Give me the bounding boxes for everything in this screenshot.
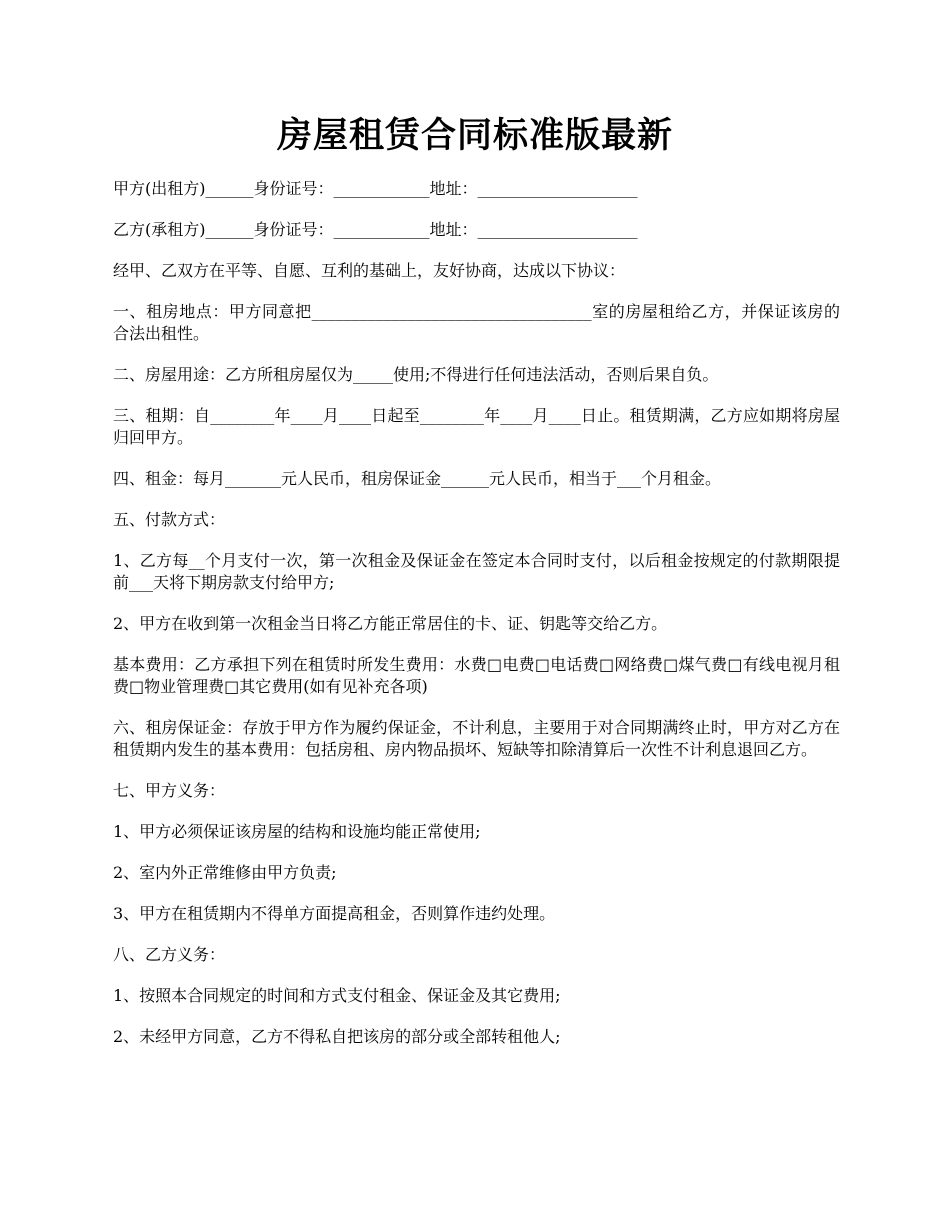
paragraph-payment-item-2: 2、甲方在收到第一次租金当日将乙方能正常居住的卡、证、钥匙等交给乙方。 <box>113 614 668 633</box>
paragraph-party-a-duty-1: 1、甲方必须保证该房屋的结构和设施均能正常使用; <box>113 822 481 841</box>
document-title: 房屋租赁合同标准版最新 <box>276 115 673 156</box>
paragraph-party-b-duty-2: 2、未经甲方同意，乙方不得私自把该房的部分或全部转租他人; <box>113 1027 561 1046</box>
paragraph-clause-8-party-b-duties: 八、乙方义务： <box>113 945 226 964</box>
paragraph-party-a-duty-3: 3、甲方在租赁期内不得单方面提高租金，否则算作违约处理。 <box>113 904 556 923</box>
paragraph-clause-4-rent: 四、租金：每月_______元人民币，租房保证金______元人民币，相当于___个月租金。 <box>113 469 722 488</box>
paragraph-clause-5-payment: 五、付款方式： <box>113 510 226 529</box>
paragraph-clause-3-term: 三、租期：自________年____月____日起至________年____月____日止。租赁期满，乙方应如期将房屋归回甲方。 <box>113 406 840 447</box>
paragraph-party-a-duty-2: 2、室内外正常维修由甲方负责; <box>113 863 337 882</box>
paragraph-preamble: 经甲、乙双方在平等、自愿、互利的基础上，友好协商，达成以下协议： <box>113 261 626 280</box>
document-body <box>113 178 840 1067</box>
paragraph-clause-7-party-a-duties: 七、甲方义务： <box>113 781 226 800</box>
paragraph-clause-1-location: 一、租房地点：甲方同意把___________________________________室的房屋租给乙方，并保证该房的合法出租性。 <box>113 302 840 343</box>
paragraph-party-b: 乙方(承租方)______身份证号：____________地址：____________________ <box>113 220 638 239</box>
paragraph-clause-6-deposit: 六、租房保证金：存放于甲方作为履约保证金，不计利息，主要用于对合同期满终止时，甲方对乙方在租赁期内发生的基本费用：包括房租、房内物品损坏、短缺等扣除清算后一次性不计利息退回乙方。 <box>113 718 840 759</box>
paragraph-party-b-duty-1: 1、按照本合同规定的时间和方式支付租金、保证金及其它费用; <box>113 986 561 1005</box>
paragraph-basic-fees: 基本费用：乙方承担下列在租赁时所发生费用：水费□电费□电话费□网络费□煤气费□有线电视月租费□物业管理费□其它费用(如有见补充各项) <box>113 655 840 696</box>
paragraph-payment-item-1: 1、乙方每__个月支付一次，第一次租金及保证金在签定本合同时支付，以后租金按规定的付款期限提前___天将下期房款支付给甲方; <box>113 551 840 592</box>
paragraph-clause-2-usage: 二、房屋用途：乙方所租房屋仅为_____使用;不得进行任何违法活动，否则后果自负。 <box>113 365 719 384</box>
paragraph-party-a: 甲方(出租方)______身份证号：____________地址：____________________ <box>113 179 638 198</box>
